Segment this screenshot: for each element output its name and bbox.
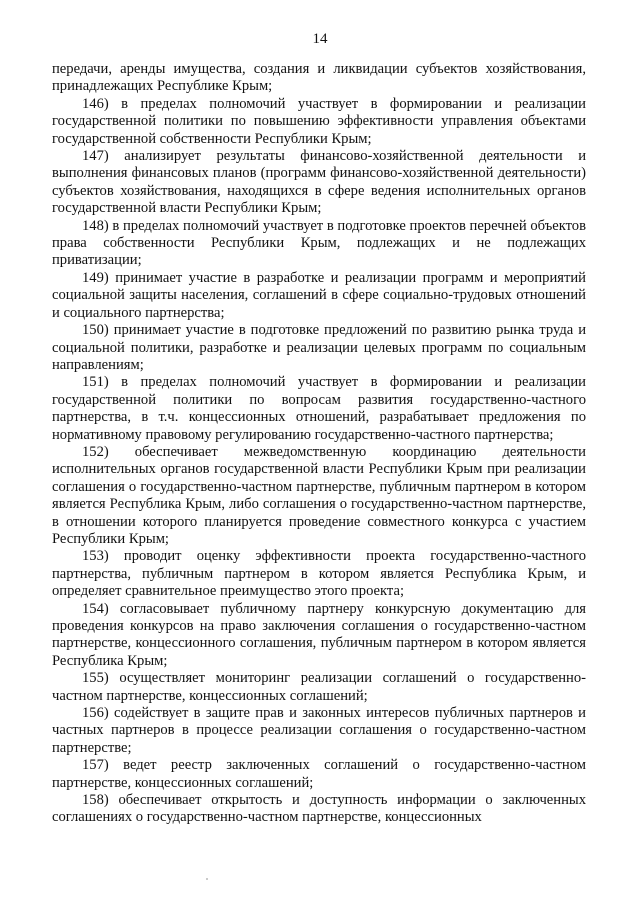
paragraph-157: 157) ведет реестр заключенных соглашений о государственно-частном партнерстве, концессионных соглашений; bbox=[52, 757, 586, 791]
paragraph-158: 158) обеспечивает открытость и доступность информации о заключенных соглашениях о государственно-частном партнерстве, концессионных bbox=[52, 792, 586, 826]
scan-speck bbox=[206, 878, 208, 880]
paragraph-153: 153) проводит оценку эффективности проекта государственно-частного партнерства, публичным партнером в котором является Республика Крым, и определяет сравнительное преимущество этого проекта; bbox=[52, 548, 586, 600]
paragraph-146: 146) в пределах полномочий участвует в формировании и реализации государственной политики по повышению эффективности управления объектами государственной собственности Республики Крым; bbox=[52, 95, 586, 147]
paragraph-151: 151) в пределах полномочий участвует в формировании и реализации государственной политики по вопросам развития государственно-частного партнерства, в т.ч. концессионных отношений, разрабатывает предложения по нормативному правовому регулированию государственно-частного партнерства; bbox=[52, 374, 586, 443]
paragraph-152: 152) обеспечивает межведомственную координацию деятельности исполнительных органов государственной власти Республики Крым при реализации соглашения о государственно-частном партнерстве, публичным партнером в котором является Республика Крым, либо соглашения о государственно-частном партнерстве, в отношении которого планируется проведение совместного конкурса с участием Республики Крым; bbox=[52, 443, 586, 547]
paragraph-150: 150) принимает участие в подготовке предложений по развитию рынка труда и социальной политики, разработке и реализации целевых программ по социальным направлениям; bbox=[52, 322, 586, 373]
paragraph-149: 149) принимает участие в разработке и реализации программ и мероприятий социальной защиты населения, соглашений в сфере социально-трудовых отношений и социального партнерства; bbox=[52, 269, 586, 321]
page-number: 14 bbox=[312, 31, 328, 47]
paragraph-148: 148) в пределах полномочий участвует в подготовке проектов перечней объектов права собственности Республики Крым, подлежащих и не подлежащих приватизации; bbox=[52, 217, 586, 269]
paragraph-147: 147) анализирует результаты финансово-хозяйственной деятельности и выполнения финансовых планов (программ финансово-хозяйственной деятельности) субъектов хозяйствования, находящихся в сфере ведения исполнительных органов государственной власти Республики Крым; bbox=[52, 148, 586, 217]
paragraph-156: 156) содействует в защите прав и законных интересов публичных партнеров и частных партнеров в процессе реализации соглашения о государственно-частном партнерстве; bbox=[52, 705, 586, 756]
paragraph-continuation: передачи, аренды имущества, создания и ликвидации субъектов хозяйствования, принадлежащих Республике Крым; bbox=[52, 61, 586, 95]
document-body bbox=[52, 61, 586, 827]
paragraph-155: 155) осуществляет мониторинг реализации соглашений о государственно-частном партнерстве, концессионных соглашений; bbox=[52, 670, 586, 704]
paragraph-154: 154) согласовывает публичному партнеру конкурсную документацию для проведения конкурсов на право заключения соглашения о государственно-частном партнерстве, концессионного соглашения, публичным партнером в котором является Республика Крым; bbox=[52, 600, 586, 669]
